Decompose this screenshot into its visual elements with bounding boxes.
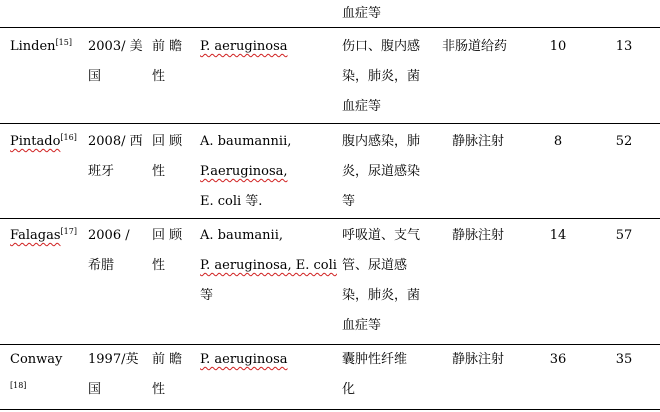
pathogen-line: A. baumannii,	[200, 134, 292, 149]
count-cell-b	[606, 348, 642, 372]
infection-line: 血症等	[342, 318, 382, 333]
infection-cell	[342, 348, 407, 402]
pathogen-line: P. aeruginosa	[200, 39, 288, 54]
pathogen-cell	[200, 35, 288, 59]
row-divider	[0, 123, 660, 124]
infection-line: 腹内感染，肺	[342, 134, 421, 149]
route-cell	[452, 348, 504, 372]
year-country-cell	[88, 348, 138, 402]
route-cell	[452, 224, 504, 248]
row-divider	[0, 27, 660, 28]
study-type-line: 前 瞻	[152, 39, 183, 54]
year-country-line: 2003/ 美	[88, 39, 143, 54]
author-name: Conway	[10, 352, 63, 367]
count-cell-b	[606, 224, 642, 248]
pathogen-line: P. aeruginosa, E. coli	[200, 258, 337, 273]
author-name: Linden	[10, 39, 56, 54]
study-type-cell	[152, 348, 182, 402]
year-country-line: 国	[88, 69, 102, 84]
infection-cell	[342, 130, 420, 214]
reference-mark: [16]	[60, 133, 77, 142]
pathogen-line: P.aeruginosa,	[200, 164, 288, 179]
pathogen-cell	[200, 224, 337, 308]
study-type-line: 性	[152, 382, 166, 397]
pathogen-cell	[200, 130, 291, 214]
reference-mark: [15]	[55, 38, 72, 47]
infection-line: 染，肺炎，菌	[342, 69, 421, 84]
study-type-cell	[152, 130, 182, 184]
author-cell	[10, 348, 62, 402]
count-a-value: 8	[553, 134, 563, 149]
count-b-value: 57	[615, 228, 633, 243]
author-name: Falagas	[10, 228, 61, 243]
author-cell	[10, 224, 77, 248]
route-cell	[452, 130, 504, 154]
count-cell-b	[606, 35, 642, 59]
infection-line: 管、尿道感	[342, 258, 408, 273]
count-b-value: 35	[615, 352, 633, 367]
year-country-line: 2006 /	[88, 228, 130, 243]
pathogen-cell	[200, 348, 288, 372]
author-cell	[10, 130, 77, 154]
year-country-cell	[88, 35, 143, 89]
infection-line: 囊肿性纤维	[342, 352, 408, 367]
year-country-cell	[88, 130, 143, 184]
infection-line: 化	[342, 382, 356, 397]
count-cell-a	[540, 348, 576, 372]
count-b-value: 52	[615, 134, 633, 149]
infection-cell	[342, 35, 420, 119]
year-country-cell	[88, 224, 130, 278]
pathogen-line: P. aeruginosa	[200, 352, 288, 367]
study-type-line: 性	[152, 164, 166, 179]
route-line: 静脉注射	[452, 228, 505, 243]
row-divider	[0, 344, 660, 345]
count-cell-b	[606, 130, 642, 154]
author-cell	[10, 35, 72, 59]
study-type-cell	[152, 224, 182, 278]
infection-line: 染，肺炎，菌	[342, 288, 421, 303]
author-name: Pintado	[10, 134, 61, 149]
infection-line: 等	[342, 194, 356, 209]
route-line: 静脉注射	[452, 134, 505, 149]
year-country-line: 希腊	[88, 258, 115, 273]
year-country-line: 2008/ 西	[88, 134, 143, 149]
row-divider	[0, 409, 660, 410]
count-a-value: 36	[549, 352, 567, 367]
pathogen-line: E. coli 等.	[200, 194, 263, 209]
count-cell-a	[540, 130, 576, 154]
continuation-line: 血症等	[342, 6, 382, 21]
study-type-line: 性	[152, 69, 166, 84]
study-type-line: 前 瞻	[152, 352, 183, 367]
infection-line: 血症等	[342, 99, 382, 114]
infection-line: 炎，尿道感染	[342, 164, 421, 179]
study-type-line: 回 顾	[152, 134, 183, 149]
route-cell	[442, 35, 507, 59]
reference-mark: [17]	[60, 227, 77, 236]
infection-line: 伤口、腹内感	[342, 39, 421, 54]
row-divider	[0, 218, 660, 219]
reference-mark: [18]	[10, 381, 27, 390]
infection-line: 呼吸道、支气	[342, 228, 421, 243]
count-b-value: 13	[615, 39, 633, 54]
count-a-value: 10	[549, 39, 567, 54]
count-cell-a	[540, 35, 576, 59]
year-country-line: 班牙	[88, 164, 115, 179]
study-type-cell	[152, 35, 182, 89]
route-line: 静脉注射	[452, 352, 505, 367]
year-country-line: 国	[88, 382, 102, 397]
pathogen-line: A. baumanii,	[200, 228, 283, 243]
count-cell-a	[540, 224, 576, 248]
study-type-line: 回 顾	[152, 228, 183, 243]
continuation-cell	[342, 2, 381, 26]
study-type-line: 性	[152, 258, 166, 273]
route-line: 非肠道给药	[442, 39, 508, 54]
pathogen-line: 等	[200, 288, 214, 303]
infection-cell	[342, 224, 420, 338]
year-country-line: 1997/英	[88, 352, 139, 367]
count-a-value: 14	[549, 228, 567, 243]
